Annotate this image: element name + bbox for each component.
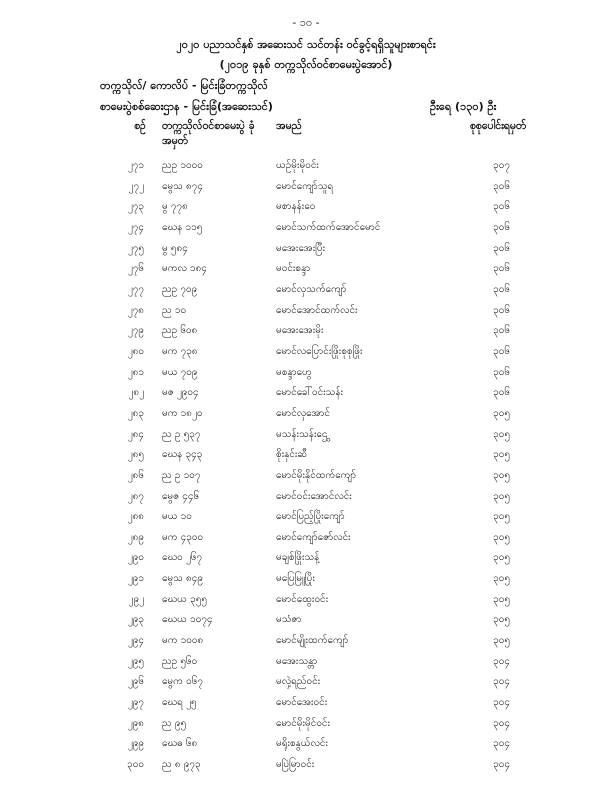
total-score: ၃၀၅ bbox=[493, 573, 510, 585]
student-name: မောင်ထွေးဝင်း bbox=[276, 593, 329, 605]
student-name: မဝင်းစန္ဒာ bbox=[276, 263, 311, 275]
student-name: မောင်မျိုးထက်ကျော် bbox=[276, 635, 349, 647]
reg-number: မွေသ ၈၇၄ bbox=[162, 180, 203, 192]
header-score: စုစုပေါင်းရမှတ် bbox=[470, 120, 527, 132]
table-row bbox=[0, 241, 612, 262]
table-row bbox=[0, 716, 612, 737]
table-row bbox=[0, 179, 612, 200]
student-name: မစာနန်းဝေ bbox=[276, 201, 316, 213]
row-number: ၂၇၃ bbox=[127, 201, 144, 213]
table-row bbox=[0, 695, 612, 716]
row-number: ၂၉၃ bbox=[127, 614, 144, 626]
total-score: ၃၀၅ bbox=[493, 449, 510, 461]
table-row bbox=[0, 736, 612, 757]
row-number: ၂၉၀ bbox=[127, 552, 144, 564]
row-number: ၂၉၁ bbox=[127, 573, 144, 585]
row-number: ၂၉၆ bbox=[127, 676, 144, 688]
reg-number: မယ ၇၀၉ bbox=[162, 366, 198, 378]
row-number: ၂၉၈ bbox=[127, 717, 144, 729]
table-row bbox=[0, 158, 612, 179]
student-name: မောင်ခေါ်ဝင်းသန်း bbox=[276, 387, 344, 399]
total-score: ၃၀၅ bbox=[493, 635, 510, 647]
reg-number: ဃေန ၁၁၅ bbox=[162, 221, 203, 233]
document-subtitle: (၂၀၁၉ ခုနှစ် တက္ကသိုလ်ဝင်စာမေးပွဲအောင်) bbox=[219, 58, 393, 71]
total-score: ၃၀၆ bbox=[493, 387, 510, 399]
reg-number: မယ ၁၀ bbox=[162, 511, 192, 523]
student-name: မောင်လပြောင်းဖြိုးစုစုဖြိုး bbox=[276, 345, 363, 357]
total-score: ၃၀၅ bbox=[493, 490, 510, 502]
total-score: ၃၀၅ bbox=[493, 531, 510, 543]
total-score: ၃၀၅ bbox=[493, 428, 510, 440]
reg-number: ဃေယ ၃၅၅ bbox=[162, 593, 207, 605]
reg-number: ဃေဓ ၆၈ bbox=[162, 738, 198, 750]
table-row bbox=[0, 406, 612, 427]
row-number: ၂၇၂ bbox=[128, 180, 144, 192]
reg-number: မက ၁၈၂၀ bbox=[162, 407, 203, 419]
reg-number: မက ၄၃၀၀ bbox=[162, 531, 204, 543]
reg-number: မက ၇၃၈ bbox=[162, 345, 198, 357]
row-number: ၂၈၀ bbox=[127, 345, 144, 357]
student-name: စိုးနှင်းဆီ bbox=[276, 449, 308, 461]
reg-number: ည ဥ ၅၃၇ bbox=[162, 428, 201, 440]
row-number: ၂၈၅ bbox=[127, 449, 144, 461]
total-score: ၃၀၆ bbox=[493, 283, 510, 295]
row-number: ၂၈၇ bbox=[127, 490, 144, 502]
student-name: မအေးသန္တာ bbox=[276, 655, 318, 667]
table-row bbox=[0, 654, 612, 675]
row-number: ၂၈၁ bbox=[127, 366, 144, 378]
reg-number: ဃေန ၃၄၃ bbox=[162, 449, 203, 461]
student-name: မောင်မိုးမိုင်ဝင်း bbox=[276, 717, 331, 729]
student-name: မောင်ဝင်းအောင်လင်း bbox=[276, 490, 352, 502]
student-name: မောင်သက်ထက်အောင်မောင် bbox=[276, 221, 381, 233]
row-number: ၂၉၄ bbox=[127, 635, 144, 647]
row-number: ၂၇၈ bbox=[127, 304, 144, 316]
student-name: မအေးအေးမိုး bbox=[276, 325, 324, 337]
row-number: ၂၇၆ bbox=[127, 263, 144, 275]
university-line: တက္ကသိုလ်/ ကောလိပ် - မြင်းခြံတက္ကသိုလ် bbox=[100, 79, 268, 92]
total-score: ၃၀၆ bbox=[493, 221, 510, 233]
reg-number: ညဥ ၇၀၉ bbox=[162, 283, 198, 295]
exam-office-line: စာမေးပွဲစစ်ဆေးဌာန - မြင်းခြံ(အဆေးသင်) bbox=[100, 100, 273, 113]
reg-number: ဃေရ ၂၅ bbox=[162, 697, 197, 709]
table-row bbox=[0, 509, 612, 530]
reg-number: မွ ၇၇၈ bbox=[162, 201, 188, 213]
row-number: ၂၇၄ bbox=[127, 221, 144, 233]
total-score: ၃၀၆ bbox=[493, 263, 510, 275]
row-number: ၂၉၉ bbox=[127, 738, 144, 750]
row-number: ၂၈၆ bbox=[127, 469, 144, 481]
total-score: ၃၀၆ bbox=[493, 345, 510, 357]
total-score: ၃၀၄ bbox=[493, 738, 510, 750]
table-row bbox=[0, 633, 612, 654]
table-row bbox=[0, 592, 612, 613]
total-score: ၃၀၅ bbox=[493, 614, 510, 626]
row-number: ၂၈၄ bbox=[127, 428, 144, 440]
reg-number: မွေက ၀၆၇ bbox=[162, 676, 203, 688]
row-number: ၂၉၅ bbox=[127, 655, 144, 667]
reg-number: ဃေဝ ၂၆၇ bbox=[162, 552, 203, 564]
reg-number: မွေဇ ၄၄၆ bbox=[162, 490, 200, 502]
student-name: မပြေမြူပြိုး bbox=[276, 573, 315, 585]
total-score: ၃၀၆ bbox=[493, 242, 510, 254]
student-name: မစန္ဒာဟွေ bbox=[276, 366, 312, 378]
row-number: ၂၈၂ bbox=[128, 387, 144, 399]
total-score: ၃၀၅ bbox=[493, 552, 510, 564]
total-score: ၃၀၄ bbox=[493, 717, 510, 729]
total-score: ၃၀၅ bbox=[493, 593, 510, 605]
document-title: ၂၀၂၀ ပညာသင်နှစ် အဆေးသင် သင်တန်း ဝင်ခွင့်ရရှိသူများစာရင်း bbox=[176, 38, 436, 51]
row-number: ၂၉၂ bbox=[128, 593, 144, 605]
table-row bbox=[0, 323, 612, 344]
student-name: မအေးအေးပြီး bbox=[276, 242, 326, 254]
row-number: ၂၉၇ bbox=[127, 697, 144, 709]
total-score: ၃၀၄ bbox=[493, 759, 510, 771]
reg-number: မဇ ၂၉၀၄ bbox=[162, 387, 199, 399]
student-name: မောင်ကျော်သူရ bbox=[276, 180, 334, 192]
table-row bbox=[0, 489, 612, 510]
header-reg-no: တက္ကသိုလ်ဝင်စာမေးပွဲ ခုံအမှတ် bbox=[162, 120, 255, 147]
table-row bbox=[0, 757, 612, 778]
reg-number: ညဥ ၆၀၈ bbox=[162, 325, 198, 337]
student-name: မောင်ပြည့်ပြိုးကျော် bbox=[276, 511, 345, 523]
student-name: မသန်းသန်းဌွေ bbox=[276, 428, 328, 440]
reg-number: မွေသ ၈၄၉ bbox=[162, 573, 203, 585]
total-score: ၃၀၅ bbox=[493, 469, 510, 481]
table-row bbox=[0, 261, 612, 282]
reg-number: မွ ၅၈၄ bbox=[162, 242, 188, 254]
total-score: ၃၀၆ bbox=[493, 325, 510, 337]
total-score: ၃၀၆ bbox=[493, 366, 510, 378]
table-row bbox=[0, 199, 612, 220]
row-number: ၂၈၉ bbox=[127, 531, 144, 543]
total-score: ၃၀၄ bbox=[493, 676, 510, 688]
table-row bbox=[0, 571, 612, 592]
student-name: မောင်မိုးနိုင်ထက်ကျော် bbox=[276, 469, 357, 481]
student-name: မောင်လှအောင် bbox=[276, 407, 331, 419]
total-count: ဦးရေ (၁၃၀) ဦး bbox=[430, 100, 497, 113]
student-name: မသံဇာ bbox=[276, 614, 302, 626]
row-number: ၂၇၇ bbox=[127, 283, 144, 295]
row-number: ၂၇၅ bbox=[127, 242, 144, 254]
student-name: မချစ်ဖြိုးသန့် bbox=[276, 552, 320, 564]
table-row bbox=[0, 427, 612, 448]
table-row bbox=[0, 282, 612, 303]
student-name: ယဉ်မိုးမိုဝင်း bbox=[276, 160, 319, 171]
reg-number: ည ဥ ၁၀၇ bbox=[162, 469, 201, 481]
reg-number: ညဥ ၅၆၀ bbox=[162, 655, 198, 667]
total-score: ၃၀၆ bbox=[493, 304, 510, 316]
student-name: မလှဲ့ရည်ဝင်း bbox=[276, 676, 321, 688]
reg-number: ညဥ ၁၀၀၀ bbox=[162, 160, 203, 171]
row-number: ၂၈၃ bbox=[127, 407, 144, 419]
reg-number: မက ၁၀၀၈ bbox=[162, 635, 204, 647]
student-name: မောင်လှသက်ကျော် bbox=[276, 283, 347, 295]
row-number: ၂၇၁ bbox=[127, 160, 144, 171]
table-row bbox=[0, 220, 612, 241]
header-name: အမည် bbox=[276, 120, 302, 132]
total-score: ၃၀၅ bbox=[493, 511, 510, 523]
table-row bbox=[0, 344, 612, 365]
student-name: မောင်အေးဝင်း bbox=[276, 697, 328, 709]
total-score: ၃၀၄ bbox=[493, 697, 510, 709]
student-name: မပြဲမြာဝင်း bbox=[276, 759, 315, 771]
student-name: မောင်အောင်ထက်လင်း bbox=[276, 304, 358, 316]
table-row bbox=[0, 674, 612, 695]
total-score: ၃၀၇ bbox=[493, 160, 510, 171]
reg-number: ဃေယ ၁၀၇၄ bbox=[162, 614, 213, 626]
page-number: - ၁၀ - bbox=[292, 16, 320, 29]
reg-number: ည ၁၀ bbox=[162, 304, 187, 316]
reg-number: ည ၉၅ bbox=[162, 717, 187, 729]
table-row bbox=[0, 447, 612, 468]
table-row bbox=[0, 530, 612, 551]
header-no: စဉ် bbox=[134, 120, 146, 132]
total-score: ၃၀၆ bbox=[493, 180, 510, 192]
total-score: ၃၀၆ bbox=[493, 201, 510, 213]
row-number: ၂၇၉ bbox=[127, 325, 144, 337]
reg-number: ည ၈ ၉၇၃ bbox=[162, 759, 201, 771]
total-score: ၃၀၅ bbox=[493, 407, 510, 419]
table-row bbox=[0, 550, 612, 571]
table-row bbox=[0, 468, 612, 489]
table-row bbox=[0, 303, 612, 324]
row-number: ၃၀၀ bbox=[127, 759, 144, 771]
table-row bbox=[0, 365, 612, 386]
total-score: ၃၀၄ bbox=[493, 655, 510, 667]
table-row bbox=[0, 385, 612, 406]
row-number: ၂၈၈ bbox=[127, 511, 144, 523]
table-row bbox=[0, 612, 612, 633]
student-name: မရိုးစနွယ်လင်း bbox=[276, 738, 328, 750]
results-table bbox=[0, 158, 612, 778]
reg-number: မကလ ၁၈၄ bbox=[162, 263, 208, 275]
student-name: မောင်ကျော်ဇော်လင်း bbox=[276, 531, 351, 543]
